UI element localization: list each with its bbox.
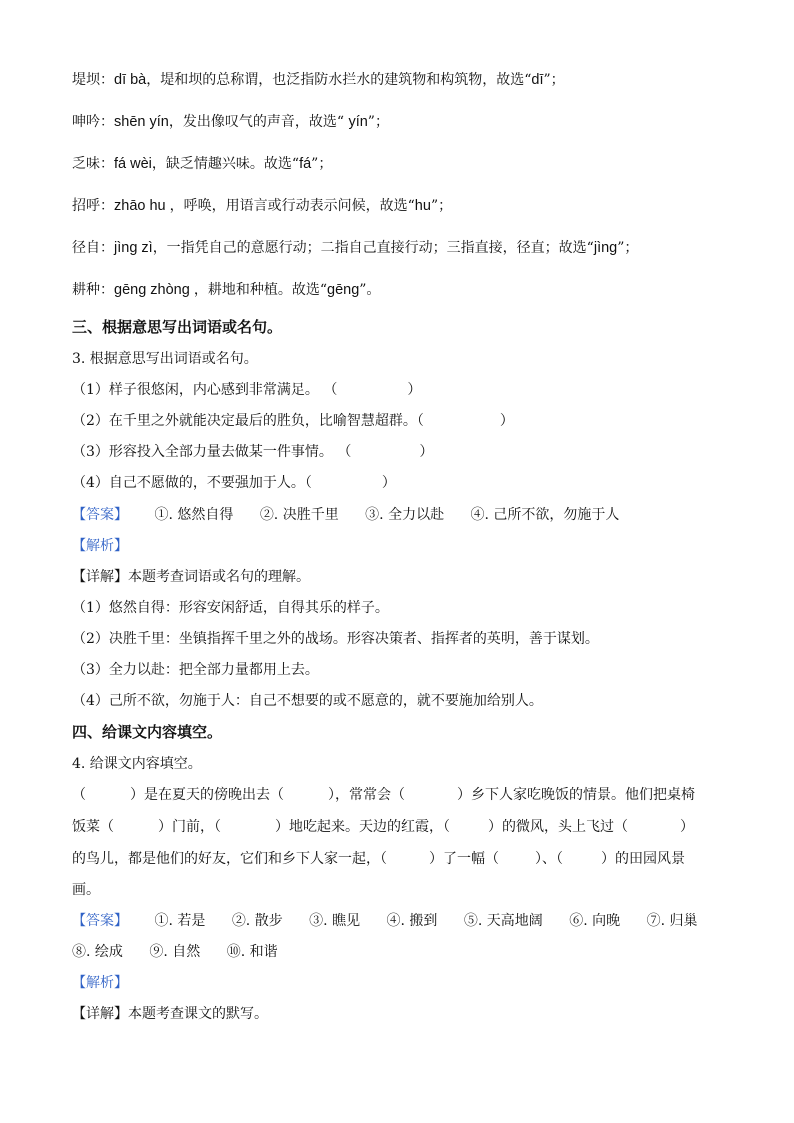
passage-line-1: （ ）是在夏天的傍晚出去（ ），常常会（ ）乡下人家吃晚饭的情景。他们把桌椅 <box>72 787 695 803</box>
passage-line-4: 画。 <box>72 882 100 898</box>
pinyin-line-shenyin: 呻吟：shēn yín，发出像叹气的声音，故选“ yín”； <box>72 114 389 130</box>
q3-explanation-1: （1）悠然自得：形容安闲舒适，自得其乐的样子。 <box>72 600 389 616</box>
pinyin-line-zhaohu: 招呼：zhāo hu ，呼唤，用语言或行动表示问候，故选“hu”； <box>72 198 453 214</box>
q4-answer-row-2: ⑧. 绘成 ⑨. 自然 ⑩. 和谐 <box>72 944 278 960</box>
q3-item-3: （3）形容投入全部力量去做某一件事情。 （ ） <box>72 444 434 460</box>
passage-line-3: 的鸟儿，都是他们的好友，它们和乡下人家一起，（ ）了一幅（ ）、（ ）的田园风景 <box>72 851 685 867</box>
question-3: 3. 根据意思写出词语或名句。 <box>72 351 258 367</box>
answer-label: 【答案】 <box>72 507 128 523</box>
q3-explanation-4: （4）己所不欲，勿施于人：自己不想要的或不愿意的，就不要施加给别人。 <box>72 693 543 709</box>
pinyin-line-jingzi: 径自：jìng zì，一指凭自己的意愿行动；二指自己直接行动；三指直接，径直；故选“jìng”； <box>72 240 639 256</box>
pinyin-line-fawei: 乏味：fá wèi，缺乏情趣兴味。故选“fá”； <box>72 156 333 172</box>
q3-explanation-2: （2）决胜千里：坐镇指挥千里之外的战场。形容决策者、指挥者的英明，善于谋划。 <box>72 631 599 647</box>
q3-explanation-3: （3）全力以赴：把全部力量都用上去。 <box>72 662 319 678</box>
pinyin-line-gengzhong: 耕种：gēng zhòng ，耕地和种植。故选“gēng”。 <box>72 282 381 298</box>
passage-line-2: 饭菜（ ）门前，（ ）地吃起来。天边的红霞，（ ）的微风，头上飞过（ ） <box>72 819 694 835</box>
q3-item-4: （4）自己不愿做的，不要强加于人。（ ） <box>72 475 396 491</box>
question-4: 4. 给课文内容填空。 <box>72 756 202 772</box>
q4-detail: 【详解】本题考查课文的默写。 <box>72 1006 268 1022</box>
q3-detail: 【详解】本题考查词语或名句的理解。 <box>72 569 310 585</box>
q3-answer: 【答案】 ①. 悠然自得 ②. 决胜千里 ③. 全力以赴 ④. 己所不欲，勿施于人 <box>72 507 620 523</box>
pinyin-line-diba: 堤坝：dī bà，堤和坝的总称谓，也泛指防水拦水的建筑物和构筑物，故选“dī”； <box>72 72 565 88</box>
q3-item-1: （1）样子很悠闲，内心感到非常满足。 （ ） <box>72 382 422 398</box>
q4-analysis-label: 【解析】 <box>72 975 128 991</box>
section-4-heading: 四、给课文内容填空。 <box>72 723 223 741</box>
answer-label: 【答案】 <box>72 913 128 929</box>
section-3-heading: 三、根据意思写出词语或名句。 <box>72 318 283 336</box>
q4-answer-row-1: 【答案】 ①. 若是 ②. 散步 ③. 瞧见 ④. 搬到 ⑤. 天高地阔 ⑥. 向晚 ⑦. 归巢 <box>72 913 698 929</box>
q3-item-2: （2）在千里之外就能决定最后的胜负，比喻智慧超群。（ ） <box>72 413 514 429</box>
q3-analysis-label: 【解析】 <box>72 538 128 554</box>
